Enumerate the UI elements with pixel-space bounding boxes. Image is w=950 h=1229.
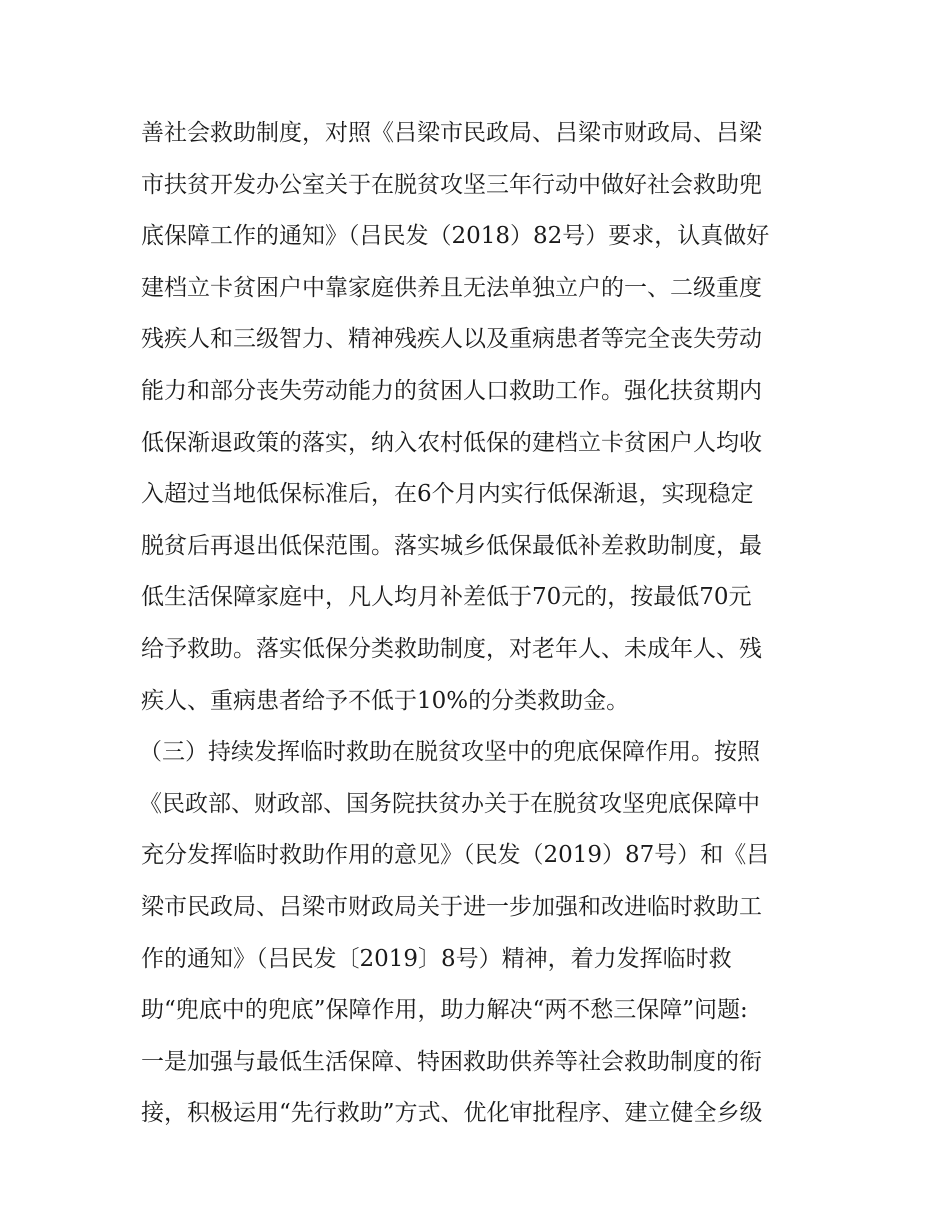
text-line: 一是加强与最低生活保障、特困救助供养等社会救助制度的衔 <box>141 1048 762 1075</box>
text-line: 能力和部分丧失劳动能力的贫困人口救助工作。强化扶贫期内 <box>141 377 762 404</box>
text-line: 底保障工作的通知》（吕民发（2018）82号）要求，认真做好 <box>141 223 770 250</box>
text-line: 接，积极运用“先行救助”方式、优化审批程序、建立健全乡级 <box>141 1100 763 1127</box>
text-line: 梁市民政局、吕梁市财政局关于进一步加强和改进临时救助工 <box>141 893 762 920</box>
text-line: 残疾人和三级智力、精神残疾人以及重病患者等完全丧失劳动 <box>141 326 762 353</box>
body-text <box>141 108 831 1140</box>
text-line: 低保渐退政策的落实，纳入农村低保的建档立卡贫困户人均收 <box>141 429 762 456</box>
text-line: 市扶贫开发办公室关于在脱贫攻坚三年行动中做好社会救助兜 <box>141 171 762 198</box>
text-line: 助“兜底中的兜底”保障作用，助力解决“两不愁三保障”问题: <box>141 997 748 1024</box>
text-line: 善社会救助制度，对照《吕梁市民政局、吕梁市财政局、吕梁 <box>141 120 762 146</box>
text-line: 充分发挥临时救助作用的意见》（民发（2019）87号）和《吕 <box>141 842 770 869</box>
text-line: 给予救助。落实低保分类救助制度，对老年人、未成年人、残 <box>141 635 762 662</box>
text-line: 疾人、重病患者给予不低于10%的分类救助金。 <box>141 687 630 714</box>
text-line: 建档立卡贫困户中靠家庭供养且无法单独立户的一、二级重度 <box>141 274 762 301</box>
text-line: 低生活保障家庭中，凡人均月补差低于70元的，按最低70元 <box>141 584 752 611</box>
text-line: 《民政部、财政部、国务院扶贫办关于在脱贫攻坚兜底保障中 <box>139 790 760 817</box>
section-heading-line: （三）持续发挥临时救助在脱贫攻坚中的兜底保障作用。按照 <box>139 739 760 766</box>
text-line: 入超过当地低保标准后，在6个月内实行低保渐退，实现稳定 <box>141 481 754 508</box>
text-line: 作的通知》（吕民发〔2019〕8号）精神，着力发挥临时救 <box>141 945 732 972</box>
text-line: 脱贫后再退出低保范围。落实城乡低保最低补差救助制度，最 <box>141 532 762 559</box>
